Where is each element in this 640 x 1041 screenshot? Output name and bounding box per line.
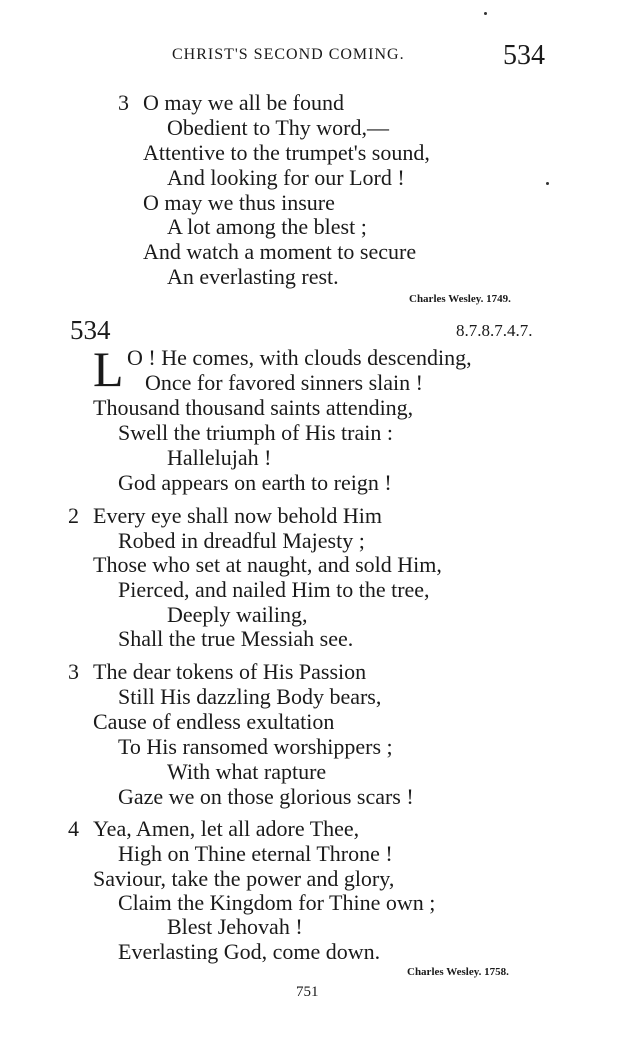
verse-line: Once for favored sinners slain ! <box>145 370 423 395</box>
author-attribution: Charles Wesley. 1749. <box>409 293 511 305</box>
verse-line: An everlasting rest. <box>167 264 339 289</box>
verse-line: And watch a moment to secure <box>143 239 417 264</box>
verse-line: A lot among the blest ; <box>167 214 367 239</box>
verse-line: Pierced, and nailed Him to the tree, <box>118 577 430 602</box>
verse-line: Those who set at naught, and sold Him, <box>93 552 442 577</box>
author-attribution: Charles Wesley. 1758. <box>407 966 509 978</box>
verse-line: O may we thus insure <box>143 190 335 215</box>
footer-page-number: 751 <box>296 984 319 1000</box>
verse-line: Obedient to Thy word,— <box>167 115 390 140</box>
verse-line: And looking for our Lord ! <box>167 165 405 190</box>
verse-line: Yea, Amen, let all adore Thee, <box>93 816 360 841</box>
verse-line: To His ransomed worshippers ; <box>118 734 393 759</box>
verse-line: Gaze we on those glorious scars ! <box>118 784 414 809</box>
verse-line: Hallelujah ! <box>167 445 272 470</box>
verse-line: Claim the Kingdom for Thine own ; <box>118 890 436 915</box>
stanza-number: 3 <box>118 90 129 115</box>
verse-line: O may we all be found <box>143 90 344 115</box>
verse-line: Thousand thousand saints attending, <box>93 395 414 420</box>
verse-line: Cause of endless exultation <box>93 709 335 734</box>
verse-line: Everlasting God, come down. <box>118 939 381 964</box>
hymn-number: 534 <box>70 315 111 345</box>
page-speck <box>484 12 487 15</box>
verse-line: Every eye shall now behold Him <box>93 503 382 528</box>
page-number: 534 <box>503 40 545 71</box>
verse-line: Attentive to the trumpet's sound, <box>143 140 430 165</box>
verse-line: Robed in dreadful Majesty ; <box>118 528 365 553</box>
drop-cap: L <box>93 341 124 397</box>
verse-line: Deeply wailing, <box>167 602 308 627</box>
verse-line: Shall the true Messiah see. <box>118 626 354 651</box>
stanza-number: 3 <box>68 659 79 684</box>
stanza-number: 4 <box>68 816 79 841</box>
verse-line: Blest Jehovah ! <box>167 914 303 939</box>
verse-line: With what rapture <box>167 759 327 784</box>
hymn-meter: 8.7.8.7.4.7. <box>456 321 533 340</box>
verse-line: Saviour, take the power and glory, <box>93 866 395 891</box>
page-speck <box>546 182 549 185</box>
verse-line: The dear tokens of His Passion <box>93 659 367 684</box>
running-title: CHRIST'S SECOND COMING. <box>172 46 405 63</box>
stanza-number: 2 <box>68 503 79 528</box>
verse-line: O ! He comes, with clouds descending, <box>127 345 472 370</box>
verse-line: Swell the triumph of His train : <box>118 420 393 445</box>
verse-line: Still His dazzling Body bears, <box>118 684 382 709</box>
verse-line: High on Thine eternal Throne ! <box>118 841 393 866</box>
verse-line: God appears on earth to reign ! <box>118 470 392 495</box>
